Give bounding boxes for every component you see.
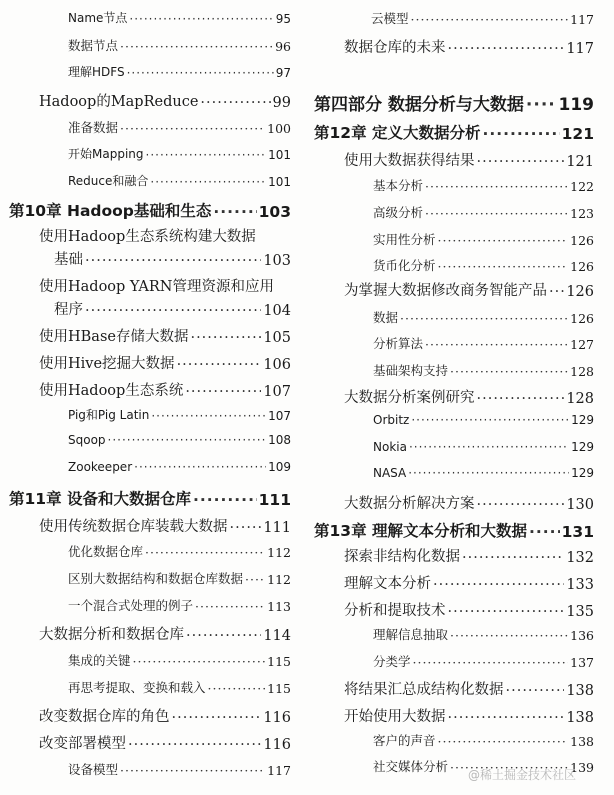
entry-page: 115 — [267, 681, 291, 696]
leader-dots — [245, 572, 265, 587]
toc-entry — [68, 63, 291, 80]
entry-title: 社交媒体分析 — [373, 759, 449, 774]
entry-title: 探索非结构化数据 — [344, 549, 460, 565]
toc-entry — [68, 596, 291, 614]
leader-dots — [127, 66, 274, 80]
entry-page: 136 — [570, 628, 594, 643]
toc-entry — [373, 413, 594, 427]
toc-entry — [68, 678, 291, 696]
leader-dots — [128, 737, 261, 753]
entry-title: 云模型 — [371, 11, 409, 26]
toc-entry — [39, 352, 291, 373]
entry-page: 107 — [263, 384, 291, 400]
toc-entry — [344, 149, 594, 170]
entry-title: Nokia — [373, 440, 407, 454]
chapter-heading — [314, 519, 594, 541]
toc-entry — [68, 406, 291, 423]
entry-title: 第11章 设备和大数据仓库 — [9, 490, 191, 508]
entry-title: 理解文本分析 — [344, 576, 431, 592]
entry-page: 135 — [566, 604, 594, 620]
entry-page: 138 — [570, 734, 594, 749]
entry-title: 实用性分析 — [373, 232, 436, 247]
entry-page: 97 — [275, 66, 291, 80]
toc-entry — [68, 118, 291, 136]
leader-dots — [146, 148, 267, 162]
entry-title: 再思考提取、变换和载入 — [68, 680, 206, 695]
leader-dots — [195, 599, 265, 614]
entry-page: 127 — [570, 337, 594, 352]
toc-entry — [39, 515, 291, 536]
toc-entry — [373, 625, 594, 643]
entry-page: 105 — [263, 330, 291, 346]
leader-dots — [408, 466, 569, 480]
entry-title: 使用传统数据仓库装载大数据 — [39, 519, 228, 535]
leader-dots — [409, 440, 569, 454]
entry-page: 126 — [570, 311, 594, 326]
entry-page: 121 — [566, 154, 594, 170]
part-heading — [314, 90, 594, 115]
toc-entry — [68, 651, 291, 669]
leader-dots — [200, 95, 270, 111]
entry-title: 第12章 定义大数据分析 — [314, 124, 481, 142]
toc-entry — [68, 569, 291, 587]
leader-dots — [120, 763, 265, 778]
toc-entry — [39, 623, 291, 644]
entry-title: 使用大数据获得结果 — [344, 153, 475, 169]
entry-title: 分析和提取技术 — [344, 603, 446, 619]
toc-entry — [373, 466, 594, 480]
toc-entry — [68, 433, 291, 447]
leader-dots — [549, 284, 564, 300]
entry-page: 106 — [263, 357, 291, 373]
entry-title: 使用HBase存储大数据 — [39, 329, 189, 345]
entry-title: 使用Hive挖掘大数据 — [39, 356, 175, 372]
entry-page: 128 — [570, 364, 594, 379]
entry-page: 139 — [570, 760, 594, 775]
toc-entry — [68, 460, 291, 474]
entry-page: 123 — [570, 206, 594, 221]
entry-page: 99 — [272, 95, 291, 111]
entry-title: NASA — [373, 466, 407, 480]
leader-dots — [186, 628, 261, 644]
entry-title: 将结果汇总成结构化数据 — [344, 682, 504, 698]
entry-title: 大数据分析案例研究 — [344, 390, 475, 406]
entry-title: 设备模型 — [68, 762, 119, 777]
entry-title: Pig和Pig Latin — [68, 408, 150, 422]
entry-page: 116 — [263, 737, 291, 753]
leader-dots — [151, 409, 266, 423]
leader-dots — [450, 364, 568, 379]
toc-entry — [39, 705, 291, 726]
entry-title-continued: 程序 — [54, 302, 83, 318]
leader-dots — [133, 654, 266, 669]
entry-title: 第10章 Hadoop基础和生态 — [9, 202, 212, 220]
entry-title-line1: 使用Hadoop YARN管理资源和应用 — [39, 279, 274, 295]
entry-page: 109 — [268, 460, 291, 474]
toc-entry — [68, 9, 291, 26]
entry-title: 高级分析 — [373, 205, 424, 220]
entry-title: 集成的关键 — [68, 653, 131, 668]
toc-entry — [373, 176, 594, 194]
entry-page: 122 — [570, 179, 594, 194]
entry-title: 分类学 — [373, 654, 411, 669]
leader-dots — [172, 710, 262, 726]
entry-page: 100 — [267, 121, 291, 136]
leader-dots — [448, 604, 565, 620]
leader-dots — [177, 357, 262, 373]
entry-title: 区别大数据结构和数据仓库数据 — [68, 571, 244, 586]
leader-dots — [425, 179, 568, 194]
entry-title-line1: 使用Hadoop生态系统构建大数据 — [39, 229, 256, 245]
toc-entry — [373, 652, 594, 670]
leader-dots — [150, 175, 266, 189]
entry-page: 95 — [275, 12, 291, 26]
entry-title: 为掌握大数据修改商务智能产品 — [344, 283, 547, 299]
toc-entry — [39, 379, 291, 400]
entry-title: Name节点 — [68, 11, 128, 25]
toc-entry — [39, 90, 291, 111]
entry-page: 104 — [263, 303, 291, 319]
toc-entry — [344, 572, 594, 593]
leader-dots — [477, 497, 565, 513]
leader-dots — [448, 710, 565, 726]
leader-dots — [230, 520, 262, 536]
leader-dots — [425, 337, 568, 352]
entry-title: 数据仓库的未来 — [344, 40, 446, 56]
watermark: @稀土掘金技术社区 — [468, 768, 577, 782]
toc-entry — [68, 172, 291, 189]
toc-entry — [344, 705, 594, 726]
leader-dots — [425, 206, 568, 221]
toc-entry — [344, 386, 594, 407]
entry-page: 138 — [566, 683, 594, 699]
entry-title: 基本分析 — [373, 178, 424, 193]
leader-dots — [411, 12, 569, 27]
leader-dots — [85, 253, 261, 269]
chapter-heading — [9, 199, 291, 221]
toc-entry — [373, 440, 594, 454]
toc-entry — [39, 732, 291, 753]
leader-dots — [477, 391, 565, 407]
entry-page: 117 — [267, 763, 291, 778]
toc-entry — [371, 9, 594, 27]
entry-title: 准备数据 — [68, 120, 119, 135]
leader-dots — [134, 460, 266, 474]
entry-page: 128 — [566, 391, 594, 407]
entry-title: Zookeeper — [68, 460, 133, 474]
entry-page: 126 — [566, 284, 594, 300]
chapter-heading — [9, 487, 291, 509]
entry-page: 112 — [267, 572, 291, 587]
entry-page: 116 — [263, 710, 291, 726]
entry-page: 117 — [566, 41, 594, 57]
entry-title: 分析算法 — [373, 336, 424, 351]
leader-dots — [85, 303, 261, 319]
leader-dots — [433, 577, 564, 593]
entry-page: 126 — [570, 233, 594, 248]
leader-dots — [190, 330, 261, 346]
entry-page: 103 — [263, 253, 291, 269]
entry-page: 129 — [571, 413, 594, 427]
entry-title: 使用Hadoop生态系统 — [39, 383, 184, 399]
entry-page: 101 — [268, 175, 291, 189]
entry-title: 数据 — [373, 310, 399, 325]
leader-dots — [145, 545, 265, 560]
entry-page: 108 — [268, 433, 291, 447]
entry-title: Hadoop的MapReduce — [39, 94, 199, 110]
leader-dots — [438, 259, 569, 274]
toc-entry — [39, 325, 291, 346]
entry-page: 96 — [275, 39, 291, 54]
leader-dots — [448, 41, 565, 57]
toc-entry — [68, 760, 291, 778]
entry-page: 107 — [268, 409, 291, 423]
leader-dots — [108, 433, 267, 447]
leader-dots — [462, 550, 564, 566]
entry-title: 开始使用大数据 — [344, 709, 446, 725]
toc-entry — [68, 542, 291, 560]
leader-dots — [185, 384, 261, 400]
leader-dots — [529, 523, 560, 541]
entry-page: 121 — [561, 125, 594, 143]
leader-dots — [193, 491, 257, 509]
entry-title: 第13章 理解文本分析和大数据 — [314, 522, 527, 540]
entry-page: 138 — [566, 710, 594, 726]
entry-title: 大数据分析和数据仓库 — [39, 627, 184, 643]
entry-title: 货币化分析 — [373, 258, 436, 273]
leader-dots — [413, 655, 569, 670]
entry-page: 111 — [263, 520, 291, 536]
entry-title: 优化数据仓库 — [68, 544, 144, 559]
entry-page: 114 — [263, 628, 291, 644]
leader-dots — [438, 233, 569, 248]
leader-dots — [120, 121, 265, 136]
entry-page: 101 — [268, 148, 291, 162]
entry-title: Orbitz — [373, 413, 410, 427]
toc-entry — [344, 678, 594, 699]
entry-title: 基础架构支持 — [373, 363, 449, 378]
entry-page: 130 — [566, 497, 594, 513]
entry-page: 103 — [258, 203, 291, 221]
entry-title: Sqoop — [68, 433, 106, 447]
entry-title: 客户的声音 — [373, 733, 436, 748]
toc-entry — [344, 599, 594, 620]
entry-page: 126 — [570, 259, 594, 274]
entry-title: 理解HDFS — [68, 65, 125, 79]
toc-entry — [373, 308, 594, 326]
entry-title: Reduce和融合 — [68, 174, 149, 188]
entry-page: 131 — [561, 523, 594, 541]
leader-dots — [482, 125, 559, 143]
leader-dots — [438, 734, 569, 749]
entry-page: 132 — [566, 550, 594, 566]
entry-title: 第四部分 数据分析与大数据 — [314, 95, 524, 115]
entry-page: 115 — [267, 654, 291, 669]
leader-dots — [129, 12, 273, 26]
toc-entry — [373, 731, 594, 749]
entry-title: 理解信息抽取 — [373, 627, 449, 642]
leader-dots — [120, 39, 273, 54]
toc-entry — [373, 256, 594, 274]
entry-title: 数据节点 — [68, 38, 119, 53]
leader-dots — [526, 95, 557, 115]
entry-title: 开始Mapping — [68, 147, 144, 161]
chapter-heading — [314, 121, 594, 143]
leader-dots — [213, 203, 256, 221]
toc-entry — [373, 230, 594, 248]
entry-page: 113 — [267, 599, 291, 614]
toc-entry — [373, 334, 594, 352]
entry-page: 119 — [558, 95, 594, 115]
toc-entry — [344, 279, 594, 300]
entry-title: 一个混合式处理的例子 — [68, 598, 194, 613]
entry-page: 129 — [571, 466, 594, 480]
entry-page: 129 — [571, 440, 594, 454]
toc-entry — [68, 36, 291, 54]
toc-entry — [344, 492, 594, 513]
leader-dots — [477, 154, 565, 170]
toc-entry — [344, 545, 594, 566]
toc-entry — [373, 203, 594, 221]
leader-dots — [400, 311, 568, 326]
leader-dots — [411, 413, 569, 427]
entry-page: 133 — [566, 577, 594, 593]
entry-page: 111 — [258, 491, 291, 509]
entry-title: 改变数据仓库的角色 — [39, 709, 170, 725]
entry-title-continued: 基础 — [54, 252, 83, 268]
toc-entry — [344, 36, 594, 57]
toc-entry — [68, 145, 291, 162]
toc-entry — [54, 298, 291, 319]
entry-title: 大数据分析解决方案 — [344, 496, 475, 512]
entry-page: 117 — [570, 12, 594, 27]
entry-page: 112 — [267, 545, 291, 560]
toc-entry — [54, 248, 291, 269]
entry-title: 改变部署模型 — [39, 736, 126, 752]
toc-entry — [373, 361, 594, 379]
leader-dots — [506, 683, 565, 699]
leader-dots — [208, 681, 266, 696]
leader-dots — [450, 628, 568, 643]
entry-page: 137 — [570, 655, 594, 670]
